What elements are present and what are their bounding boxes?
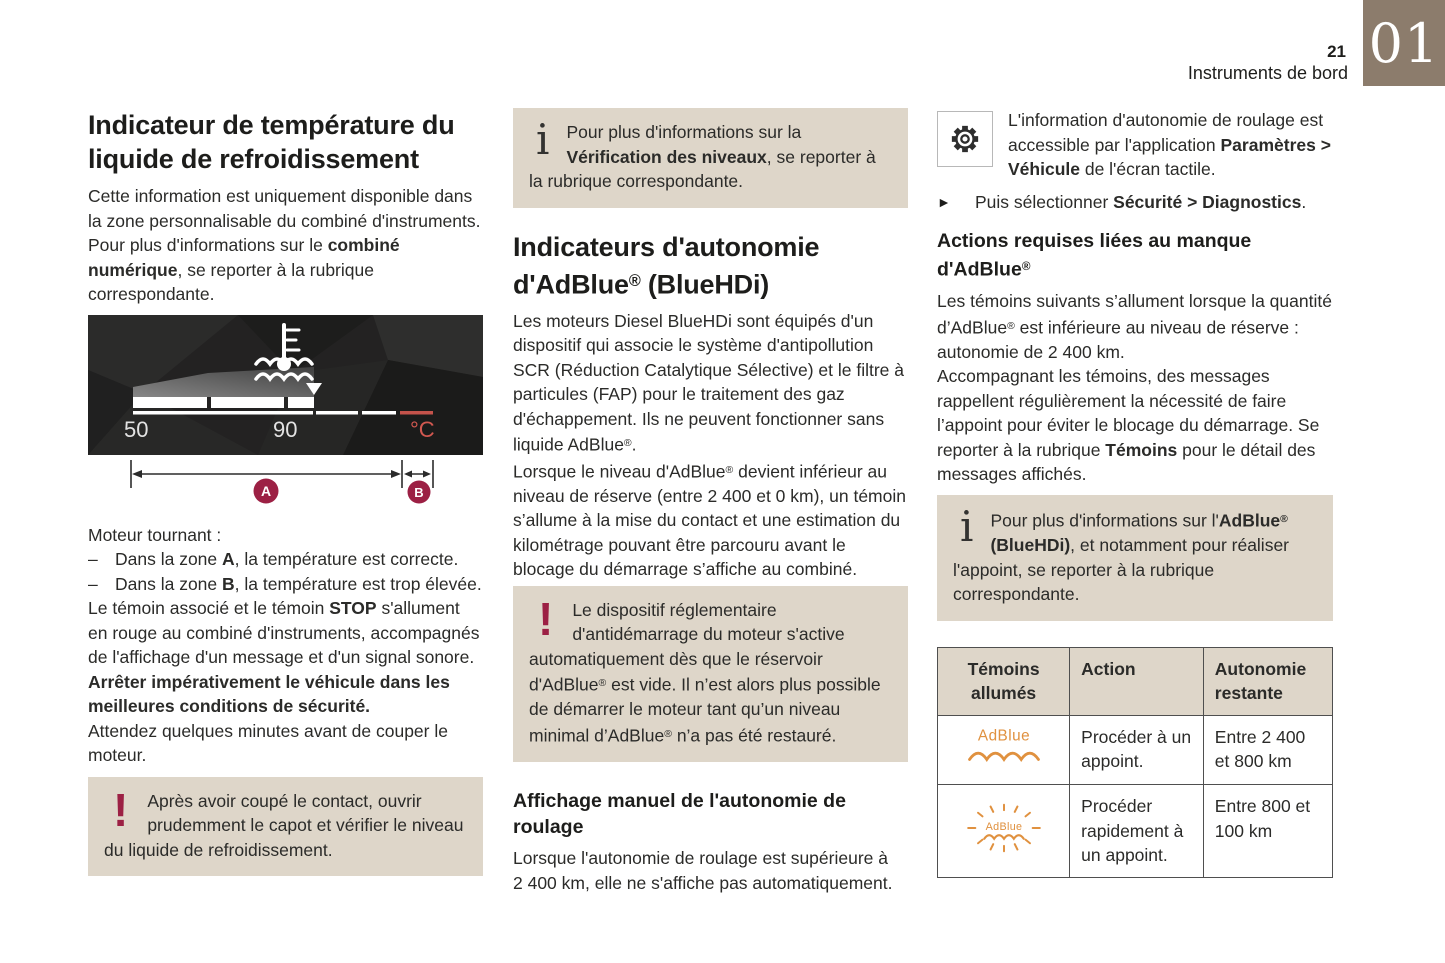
table-header-row: [938, 647, 1333, 715]
adblue-paragraph-1: Les moteurs Diesel BlueHDi sont équipés d'un dispositif qui associe le système d'antipollution SCR (Réduction Catalytique Sélective) et le filtre à particules (FAP) pour le traitement des gaz d'échappement. Ils ne peuvent fonctionner sans liquide AdBlue®.: [513, 310, 905, 455]
table-row: [938, 715, 1333, 785]
action-cell: Procéder à un appoint.: [1070, 715, 1204, 785]
coolant-paragraph-2: Pour plus d'informations sur le combiné numérique, se reporter à la rubrique correspondante.: [88, 235, 400, 304]
warning-box-coolant: [88, 777, 483, 877]
adblue-warning-flashing-icon-cell: [938, 785, 1070, 878]
adblue-warning-icon: [958, 725, 1050, 769]
info-text: Pour plus d'informations sur l'AdBlue® (BlueHDi), et notamment pour réaliser l'appoint, se reporter à la rubrique correspondante.: [953, 510, 1290, 605]
gauge-label-unit: °C: [410, 416, 435, 442]
dash-icon: –: [88, 549, 98, 569]
column-coolant: [88, 108, 483, 876]
actions-paragraph-2: Accompagnant les témoins, des messages rappellent régulièrement la nécessité de faire l’appoint pour éviter le blocage du démarrage. Se reporter à la rubrique Témoins pour le détail des messages affichés.: [937, 366, 1320, 485]
adblue-title: Indicateurs d'autonomie d'AdBlue® (BlueHDi): [513, 231, 820, 299]
list-item: [88, 572, 483, 597]
coolant-paragraph-1: Cette information est uniquement disponible dans la zone personnalisable du combiné d'instruments.: [88, 186, 481, 231]
warning-text: Après avoir coupé le contact, ouvrir prudemment le capot et vérifier le niveau du liquide de refroidissement.: [104, 790, 464, 860]
step-text: Puis sélectionner Sécurité > Diagnostics.: [975, 191, 1307, 212]
settings-gear-frame: [937, 111, 993, 167]
svg-text:AdBlue: AdBlue: [977, 726, 1030, 744]
list-item: [88, 547, 483, 572]
chapter-number: 01: [1368, 11, 1440, 75]
action-cell: Procéder rapidement à un appoint.: [1070, 785, 1204, 878]
info-box-adblue: [937, 495, 1333, 621]
manual-display-subtitle: Affichage manuel de l'autonomie de roulage: [513, 790, 846, 839]
chapter-tab: [1363, 0, 1445, 86]
gauge-label-90: 90: [273, 416, 298, 442]
touchscreen-note-text: L'information d'autonomie de roulage est accessible par l'application Paramètres > Véhicule de l'écran tactile.: [1008, 110, 1331, 179]
coolant-paragraph-3: Moteur tournant :: [88, 524, 222, 545]
info-box-levels: [513, 108, 908, 208]
column-actions: [937, 108, 1333, 878]
action-step: [937, 190, 1333, 215]
column-adblue: [513, 108, 908, 895]
coolant-title: Indicateur de température du liquide de refroidissement: [88, 110, 455, 174]
info-icon: i: [536, 115, 550, 164]
manual-display-paragraph: Lorsque l'autonomie de roulage est supérieure à 2 400 km, elle ne s'affiche pas automatiquement.: [513, 848, 893, 893]
table-header-autonomie: Autonomie restante: [1203, 647, 1332, 715]
gear-icon: [942, 116, 988, 162]
adblue-actions-table: [937, 647, 1333, 878]
actions-subtitle: Actions requises liées au manque d'AdBlue®: [937, 230, 1252, 281]
list-item-text: Dans la zone A, la température est correcte.: [115, 549, 459, 569]
adblue-warning-icon-cell: [938, 715, 1070, 785]
autonomy-cell: Entre 800 et 100 km: [1203, 785, 1332, 878]
info-icon: i: [960, 501, 974, 551]
gauge-zones-annotation: [88, 455, 483, 517]
table-row: [938, 785, 1333, 878]
dash-icon: –: [88, 573, 98, 594]
table-header-action: Action: [1070, 647, 1204, 715]
autonomy-cell: Entre 2 400 et 800 km: [1203, 715, 1332, 785]
coolant-paragraph-5: Arrêter impérativement le véhicule dans les meilleures conditions de sécurité.: [88, 671, 450, 716]
info-text: Pour plus d'informations sur la Vérification des niveaux, se reporter à la rubrique correspondante.: [529, 122, 876, 191]
list-item-text: Dans la zone B, la température est trop élevée.: [115, 573, 482, 594]
actions-paragraph-1: Les témoins suivants s’allument lorsque la quantité d’AdBlue® est inférieure au niveau de réserve : autonomie de 2 400 km.: [937, 291, 1332, 362]
coolant-paragraph-4: Le témoin associé et le témoin STOP s'allument en rouge au combiné d'instruments, accompagnés de l'affichage d'un message et d'un signal sonore.: [88, 598, 480, 667]
step-arrow-icon: ►: [937, 193, 951, 210]
adblue-paragraph-2: Lorsque le niveau d'AdBlue® devient inférieur au niveau de réserve (entre 2 400 et 0 km), un témoin s’allume à la mise du contact et une estimation du kilométrage pouvant être parcouru avant le blocage du démarrage s’affiche au combiné.: [513, 461, 906, 580]
coolant-paragraph-6: Attendez quelques minutes avant de couper le moteur.: [88, 720, 448, 765]
warning-box-antistart: [513, 586, 908, 762]
warning-icon: !: [113, 783, 129, 836]
page-number: 21: [1327, 42, 1346, 61]
gauge-label-50: 50: [124, 416, 149, 442]
svg-text:AdBlue: AdBlue: [985, 820, 1022, 833]
page-section-title: Instruments de bord: [1187, 63, 1348, 83]
adblue-warning-flashing-icon: [961, 801, 1047, 855]
zone-b-label: B: [414, 484, 424, 500]
warning-text: Le dispositif réglementaire d'antidémarrage du moteur s'active automatiquement dès que le réservoir d'AdBlue® est vide. Il n’est alors plus possible de démarrer le moteur tant qu’un niveau minimal d’AdBlue® n’a pas été restauré.: [529, 599, 881, 746]
table-header-temoins: Témoins allumés: [938, 647, 1070, 715]
zone-a-label: A: [260, 482, 272, 499]
coolant-gauge-figure: [88, 315, 483, 455]
warning-icon: !: [538, 592, 554, 645]
touchscreen-note: [937, 108, 1333, 182]
